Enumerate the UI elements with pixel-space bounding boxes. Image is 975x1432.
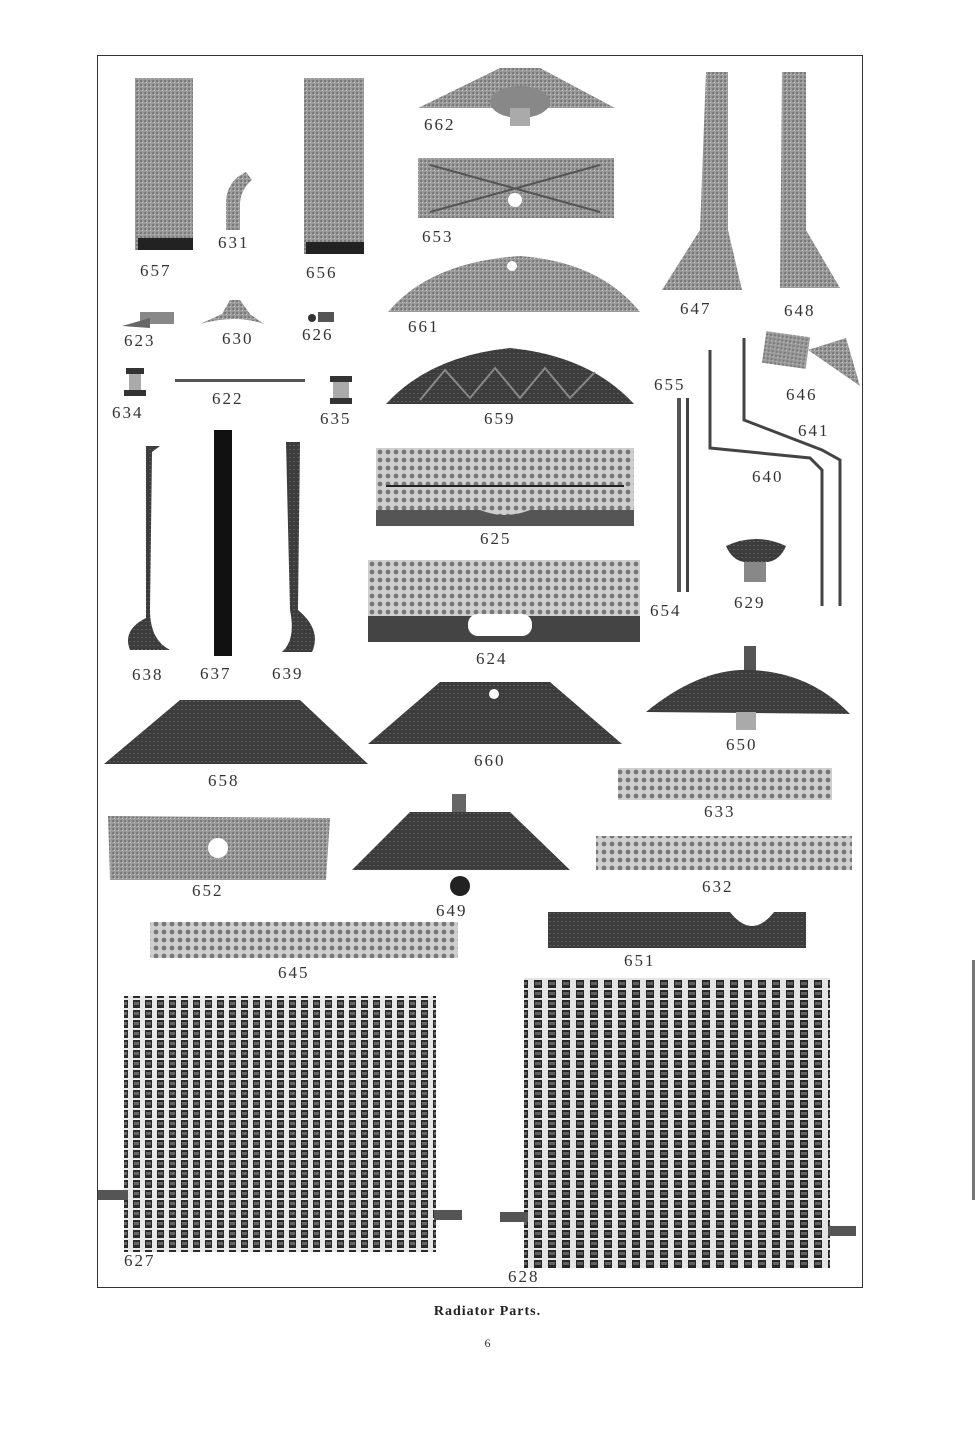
part-635-shape [330, 376, 352, 404]
label-637: 637 [200, 664, 232, 683]
figure-caption: Radiator Parts. [433, 1304, 542, 1319]
label-652: 652 [192, 881, 224, 900]
label-631: 631 [218, 233, 250, 252]
label-627: 627 [124, 1251, 156, 1270]
label-638: 638 [132, 665, 164, 684]
label-662: 662 [424, 115, 456, 134]
part-657-shape [135, 78, 193, 250]
part-646-shape [762, 331, 860, 386]
label-661: 661 [408, 317, 440, 336]
label-635: 635 [320, 409, 352, 428]
part-651-shape [548, 912, 806, 948]
label-645: 645 [278, 963, 310, 982]
part-638-shape [128, 446, 170, 650]
part-655-shape [677, 398, 681, 592]
page-number: 6 [484, 1336, 491, 1350]
part-653-shape [418, 158, 614, 218]
part-661-shape [388, 256, 640, 312]
part-649-shape [352, 794, 570, 896]
part-637-shape [214, 430, 232, 656]
part-627-shape [98, 996, 462, 1252]
part-650-shape [646, 646, 850, 730]
label-648: 648 [784, 301, 816, 320]
part-656-shape [304, 78, 364, 254]
part-660-shape [368, 682, 622, 744]
label-650: 650 [726, 735, 758, 754]
label-649: 649 [436, 901, 468, 920]
label-630: 630 [222, 329, 254, 348]
label-624: 624 [476, 649, 508, 668]
part-639-shape [282, 442, 315, 652]
label-623: 623 [124, 331, 156, 350]
part-624-shape [368, 560, 640, 642]
part-634-shape [124, 368, 146, 396]
label-622: 622 [212, 389, 244, 408]
label-626: 626 [302, 325, 334, 344]
part-658-shape [104, 700, 368, 764]
label-634: 634 [112, 403, 144, 422]
label-641: 641 [798, 421, 830, 440]
label-656: 656 [306, 263, 338, 282]
label-655: 655 [654, 375, 686, 394]
part-645-shape [150, 922, 458, 958]
part-633-shape [618, 768, 832, 800]
part-623-shape [122, 312, 174, 328]
part-625-shape [376, 448, 634, 526]
part-648-shape [780, 72, 840, 288]
label-657: 657 [140, 261, 172, 280]
part-654-shape [686, 398, 689, 592]
label-633: 633 [704, 802, 736, 821]
part-652-shape [108, 816, 330, 880]
label-651: 651 [624, 951, 656, 970]
part-630-shape [200, 300, 264, 324]
part-647-shape [662, 72, 742, 290]
part-622-shape [175, 379, 305, 382]
label-646: 646 [786, 385, 818, 404]
label-632: 632 [702, 877, 734, 896]
part-631-shape [226, 172, 252, 230]
label-647: 647 [680, 299, 712, 318]
label-640: 640 [752, 467, 784, 486]
label-659: 659 [484, 409, 516, 428]
part-628-shape [500, 978, 856, 1268]
part-659-shape [386, 348, 634, 404]
label-658: 658 [208, 771, 240, 790]
label-660: 660 [474, 751, 506, 770]
label-629: 629 [734, 593, 766, 612]
part-626-shape [308, 312, 334, 322]
label-628: 628 [508, 1267, 540, 1286]
part-632-shape [596, 836, 852, 870]
label-653: 653 [422, 227, 454, 246]
label-625: 625 [480, 529, 512, 548]
label-639: 639 [272, 664, 304, 683]
label-654: 654 [650, 601, 682, 620]
part-629-shape [726, 539, 786, 582]
